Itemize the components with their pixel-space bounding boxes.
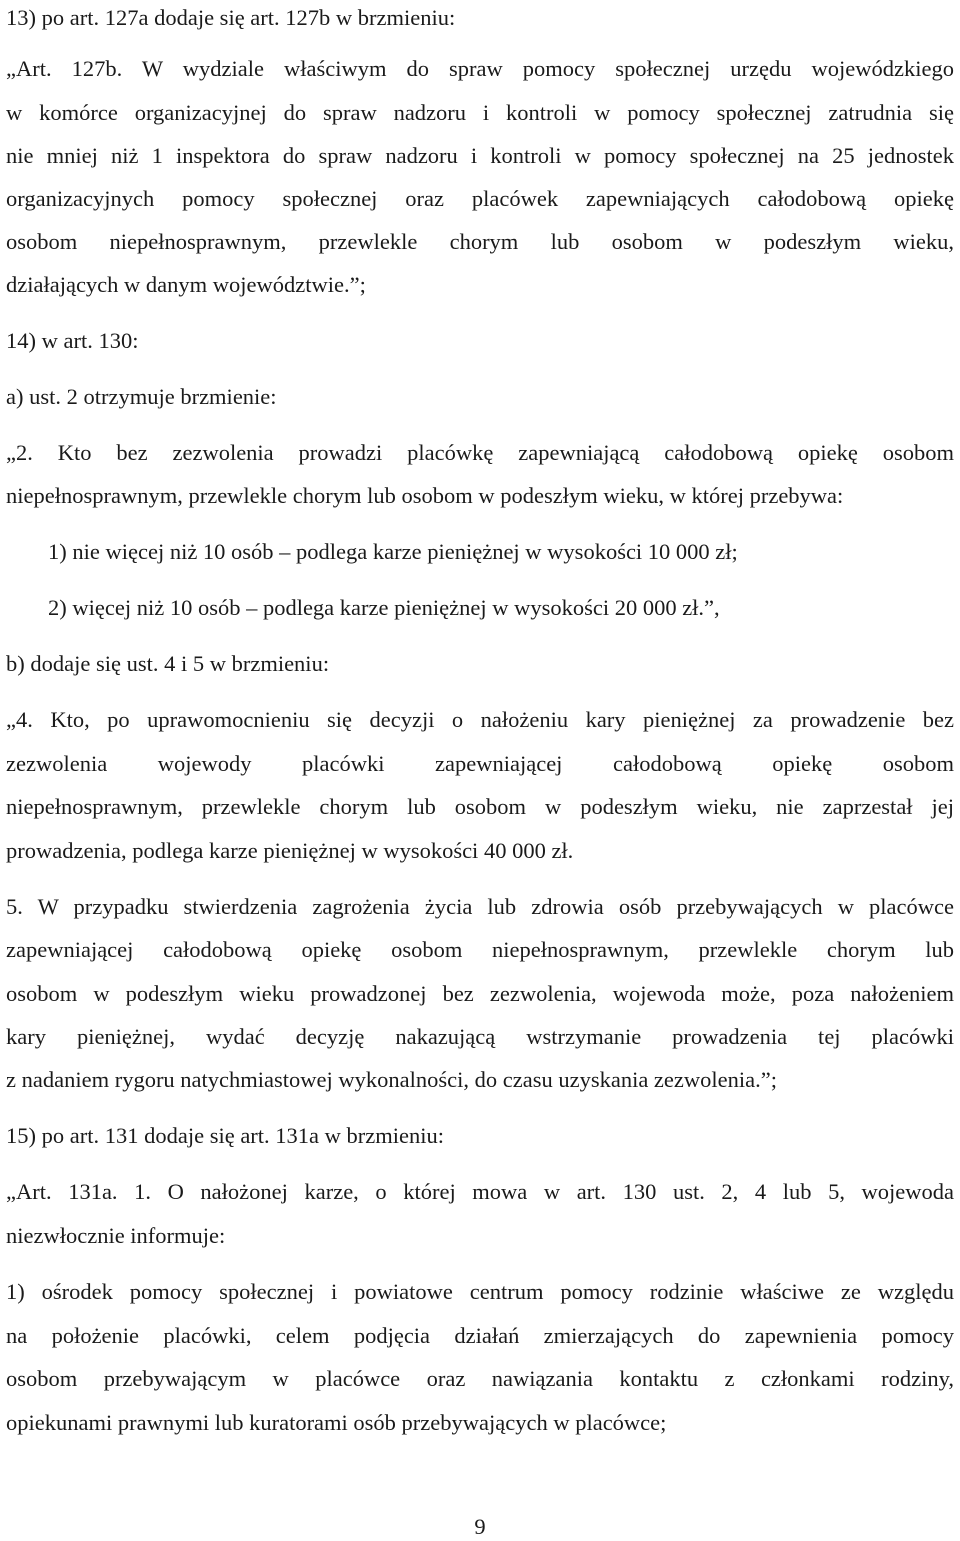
ust-2-line-1: „2. Kto bez zezwolenia prowadzi placówkę zapewniającą całodobową opiekę osobom (6, 440, 954, 465)
ust-2-line-2: niepełnosprawnym, przewlekle chorym lub osobom w podeszłym wieku, w której przebywa: (6, 483, 844, 508)
ust-4-line-2: zezwolenia wojewody placówki zapewniającej całodobową opiekę osobom (6, 751, 954, 776)
item-14a-heading: a) ust. 2 otrzymuje brzmienie: (6, 384, 277, 409)
art-131a-line-1: „Art. 131a. 1. O nałożonej karze, o której mowa w art. 130 ust. 2, 4 lub 5, wojewoda (6, 1179, 954, 1204)
item-14b-heading: b) dodaje się ust. 4 i 5 w brzmieniu: (6, 651, 330, 676)
art-127b-line-1: „Art. 127b. W wydziale właściwym do spraw pomocy społecznej urzędu wojewódzkiego (6, 56, 954, 81)
art-127b-line-4: organizacyjnych pomocy społecznej oraz placówek zapewniających całodobową opiekę (6, 186, 954, 211)
ust-5-line-1: 5. W przypadku stwierdzenia zagrożenia życia lub zdrowia osób przebywających w placówce (6, 894, 954, 919)
art-131a-point-1-line-1: 1) ośrodek pomocy społecznej i powiatowe centrum pomocy rodzinie właściwe ze względu (6, 1279, 954, 1304)
ust-5-line-4: kary pieniężnej, wydać decyzję nakazującą wstrzymanie prowadzenia tej placówki (6, 1024, 954, 1049)
ust-5-line-2: zapewniającej całodobową opiekę osobom niepełnosprawnym, przewlekle chorym lub (6, 937, 954, 962)
art-131a-line-2: niezwłocznie informuje: (6, 1223, 226, 1248)
ust-5-line-3: osobom w podeszłym wieku prowadzonej bez zezwolenia, wojewoda może, poza nałożeniem (6, 981, 954, 1006)
ust-2-point-1: 1) nie więcej niż 10 osób – podlega karze pieniężnej w wysokości 10 000 zł; (48, 539, 738, 564)
art-127b-line-6: działających w danym województwie.”; (6, 272, 366, 297)
art-127b-line-3: nie mniej niż 1 inspektora do spraw nadzoru i kontroli w pomocy społecznej na 25 jednostek (6, 143, 954, 168)
art-131a-point-1-line-2: na położenie placówki, celem podjęcia działań zmierzających do zapewnienia pomocy (6, 1323, 954, 1348)
ust-4-line-3: niepełnosprawnym, przewlekle chorym lub osobom w podeszłym wieku, nie zaprzestał jej (6, 794, 954, 819)
ust-4-line-1: „4. Kto, po uprawomocnieniu się decyzji o nałożeniu kary pieniężnej za prowadzenie bez (6, 707, 954, 732)
art-131a-point-1-line-3: osobom przebywającym w placówce oraz nawiązania kontaktu z członkami rodziny, (6, 1366, 954, 1391)
ust-4-line-4: prowadzenia, podlega karze pieniężnej w wysokości 40 000 zł. (6, 838, 574, 863)
item-14-heading: 14) w art. 130: (6, 328, 139, 353)
item-13-heading: 13) po art. 127a dodaje się art. 127b w brzmieniu: (6, 5, 456, 30)
ust-2-point-2: 2) więcej niż 10 osób – podlega karze pieniężnej w wysokości 20 000 zł.”, (48, 595, 720, 620)
art-127b-line-2: w komórce organizacyjnej do spraw nadzoru i kontroli w pomocy społecznej zatrudnia się (6, 100, 954, 125)
page-number: 9 (474, 1514, 486, 1539)
item-15-heading: 15) po art. 131 dodaje się art. 131a w brzmieniu: (6, 1123, 445, 1148)
art-131a-point-1-line-4: opiekunami prawnymi lub kuratorami osób przebywających w placówce; (6, 1410, 667, 1435)
ust-5-line-5: z nadaniem rygoru natychmiastowej wykonalności, do czasu uzyskania zezwolenia.”; (6, 1067, 777, 1092)
art-127b-line-5: osobom niepełnosprawnym, przewlekle chorym lub osobom w podeszłym wieku, (6, 229, 954, 254)
